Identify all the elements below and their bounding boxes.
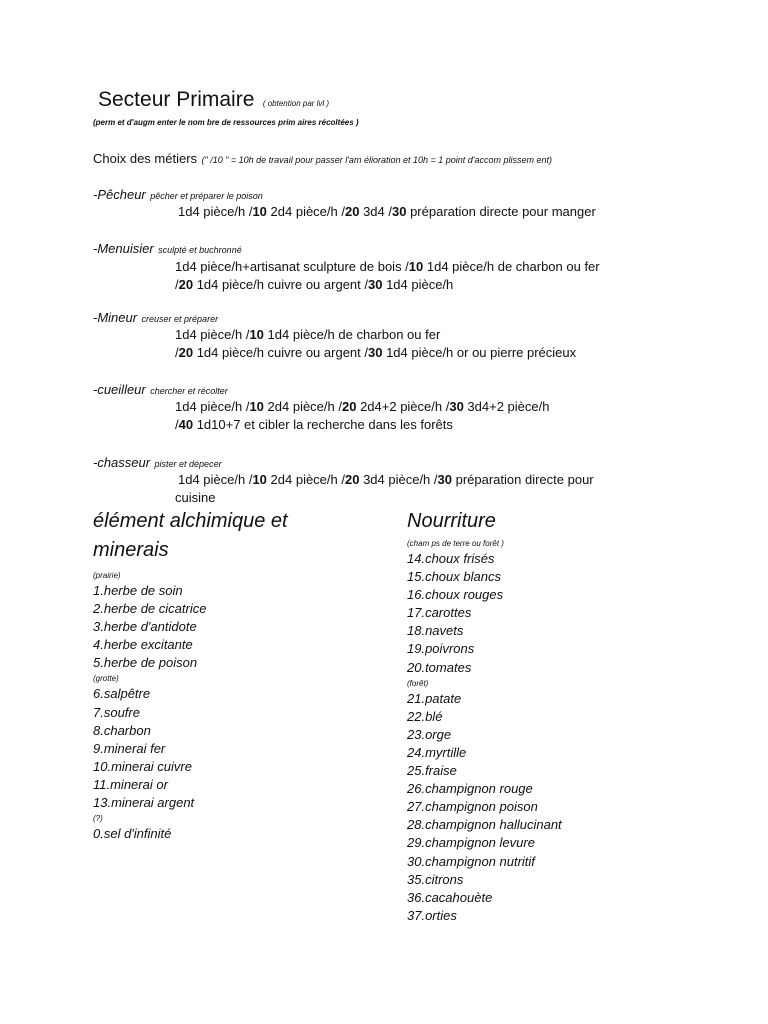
level-text: 3d4 / (359, 204, 392, 219)
list-item: 25.fraise (407, 763, 457, 779)
list-item: 6.salpêtre (93, 686, 151, 702)
list-item: 16.choux rouges (407, 587, 504, 603)
level-text: 1d4 pièce/h (382, 277, 454, 292)
group-label: (grotte) (93, 674, 119, 684)
metier-chasseur-heading (93, 454, 222, 472)
list-item: 2.herbe de cicatrice (93, 601, 207, 617)
list-item: 22.blé (407, 708, 443, 724)
metier-name: -Menuisier (93, 241, 154, 256)
level-text: 1d4 pièce/h de charbon ou fer (423, 259, 600, 274)
choice-label: Choix des métiers (93, 151, 198, 166)
choice-note: (" /10 " = 10h de travail pour passer l'am élioration et 10h = 1 point d'accom plissem ent) (201, 155, 553, 165)
level-number: 10 (252, 204, 267, 219)
list-item: 17.carottes (407, 605, 472, 621)
level-text: 2d4+2 pièce/h / (356, 399, 450, 414)
level-text: 1d4 pièce/h / (175, 327, 250, 342)
list-item: 15.choux blancs (407, 569, 501, 585)
metier-desc: creuser et préparer (141, 314, 219, 324)
list-item: 1.herbe de soin (93, 583, 183, 598)
level-text: / (175, 345, 179, 360)
level-number: 30 (367, 345, 383, 360)
level-number: 20 (178, 345, 194, 360)
metier-chasseur-line-2: cuisine (175, 490, 216, 505)
metier-pecheur-line-1 (178, 204, 596, 219)
level-number: 20 (344, 472, 360, 487)
level-text: 1d4 pièce/h cuivre ou argent / (193, 345, 368, 360)
list-item: 20.tomates (407, 659, 472, 675)
list-item: 0.sel d'infinité (93, 826, 172, 842)
metier-name: -Pêcheur (93, 187, 146, 202)
level-number: 20 (344, 204, 360, 219)
metier-menuisier-line-1 (175, 259, 600, 274)
list-item: 19.poivrons (407, 641, 475, 657)
metier-cueilleur-line-2 (175, 417, 453, 432)
title-note: ( obtention par lvl ) (262, 99, 330, 108)
metier-mineur-line-1 (175, 327, 440, 342)
page-title: Secteur Primaire (98, 88, 255, 111)
level-number: 40 (178, 417, 194, 432)
list-item: 26.champignon rouge (407, 781, 533, 797)
level-text: 1d10+7 et cibler la recherche dans les forêts (193, 417, 453, 432)
metier-cueilleur-line-1 (175, 399, 549, 414)
metier-mineur-heading (93, 309, 218, 327)
group-label: (cham ps de terre ou forêt ) (407, 539, 504, 548)
level-number: 10 (249, 399, 264, 414)
list-item: 28.champignon hallucinant (407, 817, 562, 833)
list-item: 11.minerai or (93, 776, 168, 792)
list-item: 37.orties (407, 907, 457, 923)
level-number: 30 (437, 472, 452, 487)
metier-desc: pêcher et préparer le poison (150, 191, 263, 201)
list-item: 21.patate (407, 690, 462, 706)
choice-line (93, 150, 552, 168)
list-item: 8.charbon (93, 722, 151, 738)
level-number: 10 (408, 259, 424, 274)
level-text: 1d4 pièce/h or ou pierre précieux (382, 345, 577, 360)
list-item: 13.minerai argent (93, 795, 195, 811)
metier-mineur-line-2 (175, 345, 576, 360)
list-item: 9.minerai fer (93, 740, 166, 756)
level-number: 30 (449, 399, 464, 414)
list-item: 30.champignon nutritif (407, 853, 535, 869)
level-text: 3d4+2 pièce/h (463, 399, 550, 414)
level-text: 2d4 pièce/h / (266, 472, 345, 487)
metier-menuisier-heading (93, 240, 242, 258)
level-text: 2d4 pièce/h / (263, 399, 342, 414)
alchimie-heading-1: élément alchimique et (93, 510, 288, 532)
group-label: (forêt) (407, 678, 429, 688)
list-item: 4.herbe excitante (93, 637, 193, 653)
level-number: 10 (249, 327, 264, 342)
level-text: préparation directe pour manger (406, 204, 596, 219)
metier-desc: pister et dépecer (154, 459, 222, 469)
level-text: 1d4 pièce/h cuivre ou argent / (193, 277, 368, 292)
nourriture-heading: Nourriture (407, 510, 496, 532)
level-text: / (175, 417, 179, 432)
level-text: 3d4 pièce/h / (359, 472, 438, 487)
level-number: 20 (341, 399, 357, 414)
list-item: 3.herbe d'antidote (93, 619, 197, 635)
list-item: 27.champignon poison (407, 799, 538, 815)
group-label: (?) (93, 814, 103, 824)
metier-menuisier-line-2 (175, 277, 453, 292)
level-number: 10 (252, 472, 267, 487)
list-item: 24.myrtille (407, 744, 467, 760)
list-item: 14.choux frisés (407, 551, 495, 566)
level-text: préparation directe pour (451, 472, 594, 487)
level-text: 2d4 pièce/h / (266, 204, 345, 219)
metier-pecheur-heading (93, 186, 263, 204)
level-text: 1d4 pièce/h / (175, 399, 250, 414)
list-item: 10.minerai cuivre (93, 758, 192, 774)
level-number: 30 (367, 277, 383, 292)
level-text: 1d4 pièce/h de charbon ou fer (263, 327, 441, 342)
metier-desc: chercher et récolter (150, 386, 228, 396)
metier-name: -Mineur (93, 310, 138, 325)
list-item: 29.champignon levure (407, 835, 535, 851)
metier-chasseur-line-1 (178, 472, 594, 487)
list-item: 18.navets (407, 623, 464, 639)
level-text: 1d4 pièce/h+artisanat sculpture de bois / (175, 259, 409, 274)
alchimie-list (93, 569, 206, 843)
metier-name: -chasseur (93, 455, 151, 470)
subtitle: (perm et d'augm enter le nom bre de ressources prim aires récoltées ) (93, 118, 359, 127)
list-item: 36.cacahouète (407, 889, 493, 905)
alchimie-heading-2: minerais (93, 539, 169, 561)
level-text: / (175, 277, 179, 292)
list-item: 35.citrons (407, 871, 464, 887)
list-item: 7.soufre (93, 704, 140, 720)
group-label: (prairie) (93, 571, 121, 580)
level-number: 30 (391, 204, 407, 219)
level-number: 20 (178, 277, 194, 292)
list-item: 23.orge (407, 726, 452, 742)
metier-cueilleur-heading (93, 381, 228, 399)
metier-name: -cueilleur (93, 382, 146, 397)
level-text: 1d4 pièce/h / (178, 204, 253, 219)
list-item: 5.herbe de poison (93, 655, 198, 671)
nourriture-list (407, 537, 562, 925)
page-title-line (98, 88, 329, 112)
level-text: 1d4 pièce/h / (178, 472, 253, 487)
metier-desc: sculpté et buchronné (158, 245, 242, 255)
